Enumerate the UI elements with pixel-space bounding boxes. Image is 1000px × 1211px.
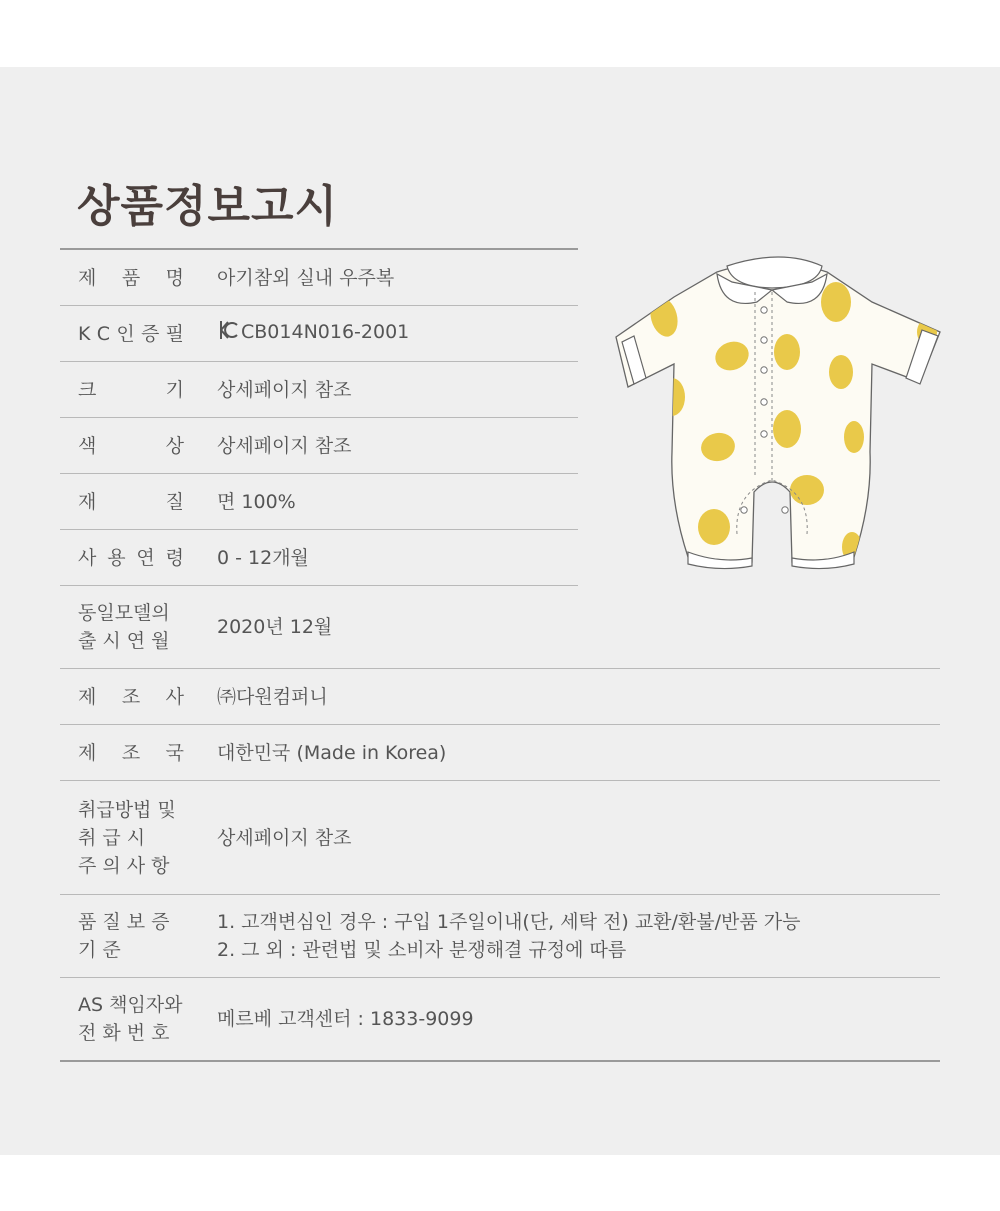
row-value [185, 908, 801, 964]
label-line: 품 질 보 증 [78, 911, 170, 933]
label-char: 명 [165, 266, 184, 289]
label-char: 상 [165, 434, 184, 457]
row-manufacturer [60, 669, 940, 725]
label-line: 출 시 연 월 [78, 630, 170, 652]
label-char: 인 [116, 322, 135, 345]
label-line: 동일모델의 [78, 602, 170, 624]
label-char: 연 [136, 546, 155, 569]
label-char: 조 [121, 741, 141, 764]
label-char: 국 [165, 741, 184, 764]
page-title: 상품정보고시 [77, 181, 339, 232]
label-char: 품 [121, 266, 141, 289]
label-char: 사 [165, 685, 184, 708]
kc-number: CB014N016-2001 [241, 321, 410, 343]
label-char: C [96, 322, 111, 345]
label-char: 령 [165, 546, 184, 569]
row-age [60, 530, 578, 586]
row-color [60, 418, 578, 474]
label-char: 기 [165, 378, 184, 401]
row-label [60, 683, 185, 711]
kc-certification-icon [217, 319, 239, 349]
label-char: 증 [140, 322, 160, 345]
row-value: 0 - 12개월 [217, 546, 309, 569]
row-value: 메르베 고객센터 : 1833-9099 [217, 1008, 474, 1030]
row-value: 상세페이지 참조 [217, 826, 352, 849]
row-label [60, 488, 185, 516]
label-char: 재 [78, 490, 97, 513]
row-product-name [60, 250, 578, 306]
row-material [60, 474, 578, 530]
row-value: 면 100% [217, 490, 296, 513]
row-value [185, 318, 409, 349]
label-line: AS 책임자와 [78, 994, 183, 1016]
row-label [60, 544, 185, 572]
row-value: 2020년 12월 [217, 616, 333, 638]
row-quality-guarantee [60, 895, 940, 978]
row-value: 상세페이지 참조 [217, 378, 352, 401]
row-value: 아기참외 실내 우주복 [217, 266, 395, 289]
label-char: K [78, 322, 91, 345]
row-size [60, 362, 578, 418]
row-label [60, 264, 185, 292]
row-care [60, 781, 940, 895]
label-char: 조 [121, 685, 141, 708]
label-char: 색 [78, 434, 97, 457]
row-kc-certification [60, 306, 578, 362]
label-char: 질 [165, 490, 184, 513]
value-line: 2. 그 외 : 관련법 및 소비자 분쟁해결 규정에 따름 [217, 939, 627, 961]
row-label [60, 599, 185, 655]
label-line: 기 준 [78, 939, 121, 961]
label-line: 취 급 시 [78, 826, 146, 849]
row-label [60, 432, 185, 460]
label-line: 전 화 번 호 [78, 1022, 170, 1044]
row-label [60, 739, 185, 767]
row-label [60, 376, 185, 404]
row-value: 대한민국 (Made in Korea) [217, 741, 447, 764]
row-label [60, 796, 185, 880]
product-illustration [612, 252, 942, 572]
label-char: 크 [78, 378, 97, 401]
label-char: 필 [165, 322, 184, 345]
label-char: 사 [78, 546, 97, 569]
label-char: 제 [78, 685, 97, 708]
label-char: 용 [107, 546, 126, 569]
row-release-date [60, 586, 940, 669]
value-line: 1. 고객변심인 경우 : 구입 1주일이내(단, 세탁 전) 교환/환불/반품 가능 [217, 911, 801, 933]
label-char: 제 [78, 266, 97, 289]
row-label [60, 320, 185, 348]
label-line: 취급방법 및 [78, 798, 176, 821]
row-value: 상세페이지 참조 [217, 434, 352, 457]
row-as-contact [60, 978, 940, 1062]
row-label [60, 908, 185, 964]
row-value: ㈜다원컴퍼니 [217, 685, 328, 708]
label-line: 주 의 사 항 [78, 854, 170, 877]
row-country [60, 725, 940, 781]
label-char: 제 [78, 741, 97, 764]
row-label [60, 991, 185, 1047]
